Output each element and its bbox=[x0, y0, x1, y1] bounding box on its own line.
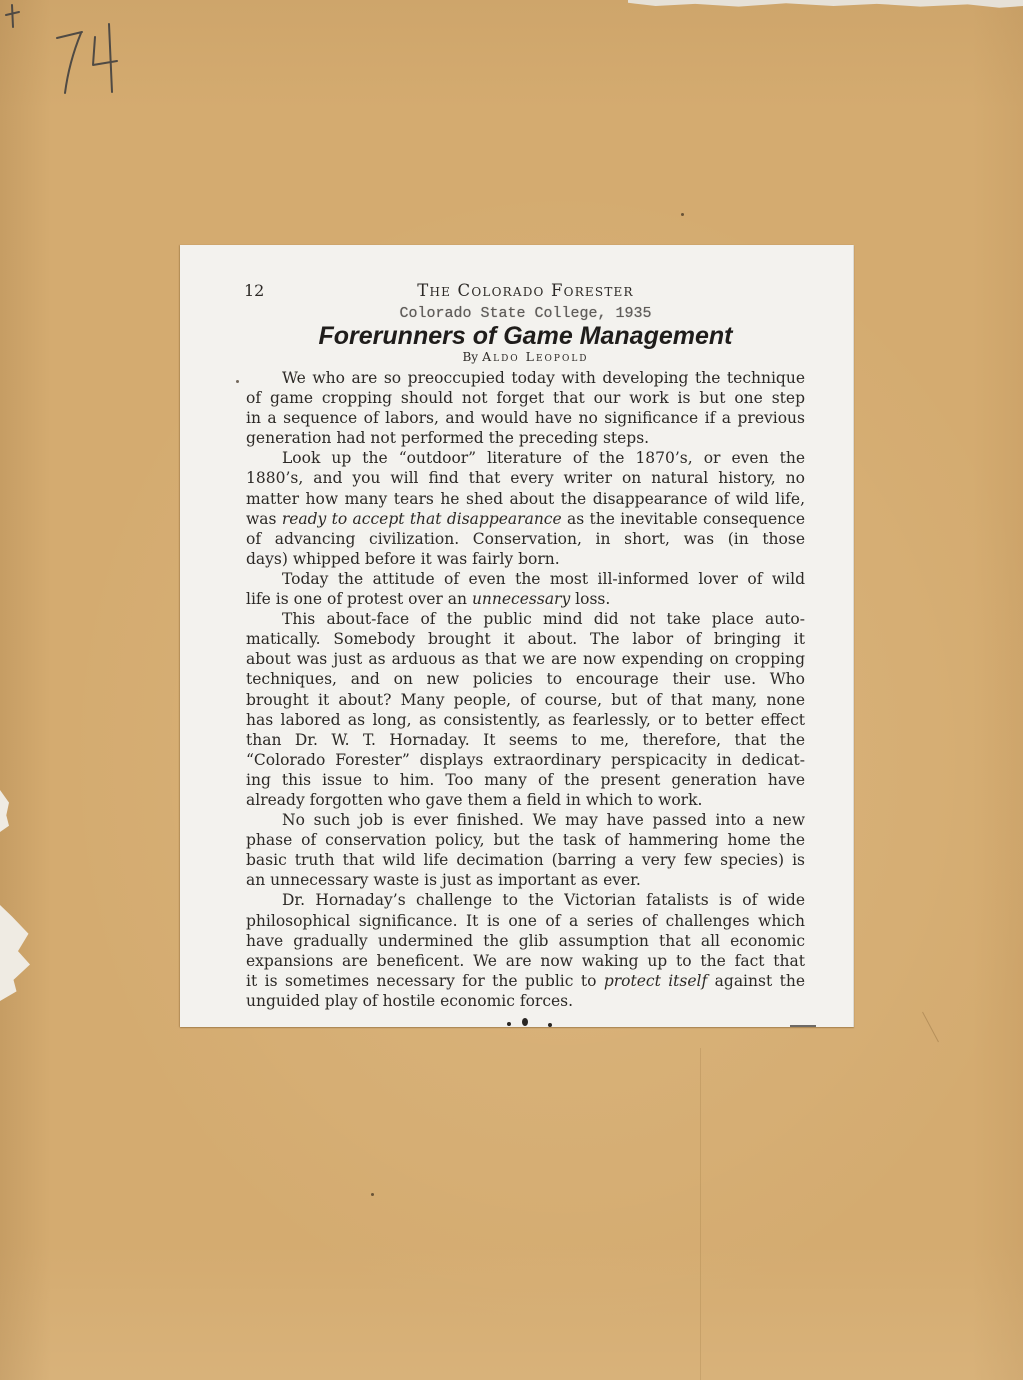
text-line: about was just as arduous as that we are now expending on cropping bbox=[246, 650, 805, 669]
paper-speck bbox=[371, 1193, 374, 1196]
text-line: We who are so preoccupied today with developing the technique bbox=[282, 369, 805, 387]
running-head bbox=[246, 281, 805, 301]
text-line bbox=[246, 589, 805, 609]
torn-left-edge bbox=[0, 905, 30, 1001]
byline bbox=[246, 350, 805, 364]
article-clipping bbox=[180, 245, 854, 1027]
text-segment: against the bbox=[707, 971, 805, 990]
text-line: This about-face of the public mind did not take place auto- bbox=[282, 610, 805, 629]
text-line: Look up the “outdoor” literature of the 1870’s, or even the bbox=[282, 449, 805, 468]
text-line: Dr. Hornaday’s challenge to the Victorian fatalists is of wide bbox=[282, 891, 805, 910]
paragraph bbox=[246, 890, 805, 1011]
text-line: “Colorado Forester” displays extraordinary perspicacity in dedicat- bbox=[246, 750, 805, 769]
emphasis: protect itself bbox=[603, 971, 708, 990]
paper-crease bbox=[922, 1012, 939, 1042]
author-name: Aldo Leopold bbox=[482, 349, 589, 364]
text-line: an unnecessary waste is just as important as ever. bbox=[246, 871, 641, 890]
text-segment: life is one of protest over an bbox=[246, 590, 472, 609]
paragraph bbox=[246, 448, 805, 569]
text-line: days) whipped before it was fairly born. bbox=[246, 549, 560, 568]
text-line bbox=[246, 971, 805, 991]
pencil-mark bbox=[6, 5, 19, 27]
paragraph bbox=[246, 810, 805, 890]
text-line: already forgotten who gave them a field in which to work. bbox=[246, 790, 703, 809]
emphasis: unnecessary bbox=[471, 590, 571, 609]
ornament-dot bbox=[548, 1023, 552, 1027]
paper-fold bbox=[700, 1048, 701, 1380]
torn-left-edge bbox=[0, 790, 9, 832]
text-line: ing this issue to him. Too many of the present generation have bbox=[246, 770, 805, 789]
torn-top-edge bbox=[628, 0, 1023, 11]
text-segment: loss. bbox=[570, 590, 611, 609]
paragraph bbox=[246, 368, 805, 448]
ornament-dot bbox=[522, 1018, 528, 1026]
text-line: unguided play of hostile economic forces. bbox=[246, 991, 574, 1010]
text-line: generation had not performed the preceding steps. bbox=[246, 429, 650, 448]
text-line: Today the attitude of even the most ill-informed lover of wild bbox=[282, 569, 805, 588]
text-line: in a sequence of labors, and would have no significance if a previous bbox=[246, 409, 805, 428]
text-line: No such job is ever finished. We may have passed into a new bbox=[282, 811, 805, 830]
handwritten-digit-seven bbox=[57, 32, 82, 93]
emphasis: ready to accept that disappearance bbox=[281, 509, 562, 528]
article-title: Forerunners of Game Management bbox=[318, 322, 733, 350]
text-line: 1880’s, and you will find that every writer on natural history, no bbox=[246, 469, 805, 488]
paragraph bbox=[246, 609, 805, 810]
text-line: matter how many tears he shed about the disappearance of wild life, bbox=[246, 489, 805, 508]
article-body bbox=[246, 368, 805, 1011]
byline-prefix: By bbox=[462, 350, 479, 364]
handwritten-page-number bbox=[0, 0, 140, 110]
text-line: basic truth that wild life decimation (barring a very few species) is bbox=[246, 851, 805, 870]
text-line: has labored as long, as consistently, as fearlessly, or to better effect bbox=[246, 710, 805, 729]
text-segment: was bbox=[246, 509, 282, 528]
text-line: brought it about? Many people, of course, but of that many, none bbox=[246, 690, 805, 709]
typed-note: Colorado State College, 1935 bbox=[399, 305, 652, 322]
text-line: have gradually undermined the glib assumption that all economic bbox=[246, 931, 805, 950]
handwritten-digit-four bbox=[93, 24, 117, 92]
text-segment: as the inevitable consequence bbox=[561, 509, 805, 528]
text-line: techniques, and on new policies to encourage their use. Who bbox=[246, 670, 805, 689]
text-line: philosophical significance. It is one of a series of challenges which bbox=[246, 911, 805, 930]
text-line: matically. Somebody brought it about. The labor of bringing it bbox=[246, 630, 805, 649]
paper-speck bbox=[236, 380, 239, 383]
text-line: expansions are beneficent. We are now waking up to the fact that bbox=[246, 951, 805, 970]
text-line bbox=[246, 509, 805, 529]
page-number: 12 bbox=[244, 281, 265, 300]
paragraph bbox=[246, 569, 805, 609]
journal-title: The Colorado Forester bbox=[417, 281, 634, 300]
paper-speck bbox=[681, 213, 684, 216]
text-segment: it is sometimes necessary for the public to bbox=[246, 971, 604, 990]
ornament-dot bbox=[507, 1022, 511, 1026]
edge-mark bbox=[790, 1025, 816, 1027]
text-line: of game cropping should not forget that our work is but one step bbox=[246, 389, 805, 408]
text-line: than Dr. W. T. Hornaday. It seems to me, therefore, that the bbox=[246, 730, 805, 749]
text-line: of advancing civilization. Conservation, in short, was (in those bbox=[246, 529, 805, 548]
text-line: phase of conservation policy, but the task of hammering home the bbox=[246, 831, 805, 850]
